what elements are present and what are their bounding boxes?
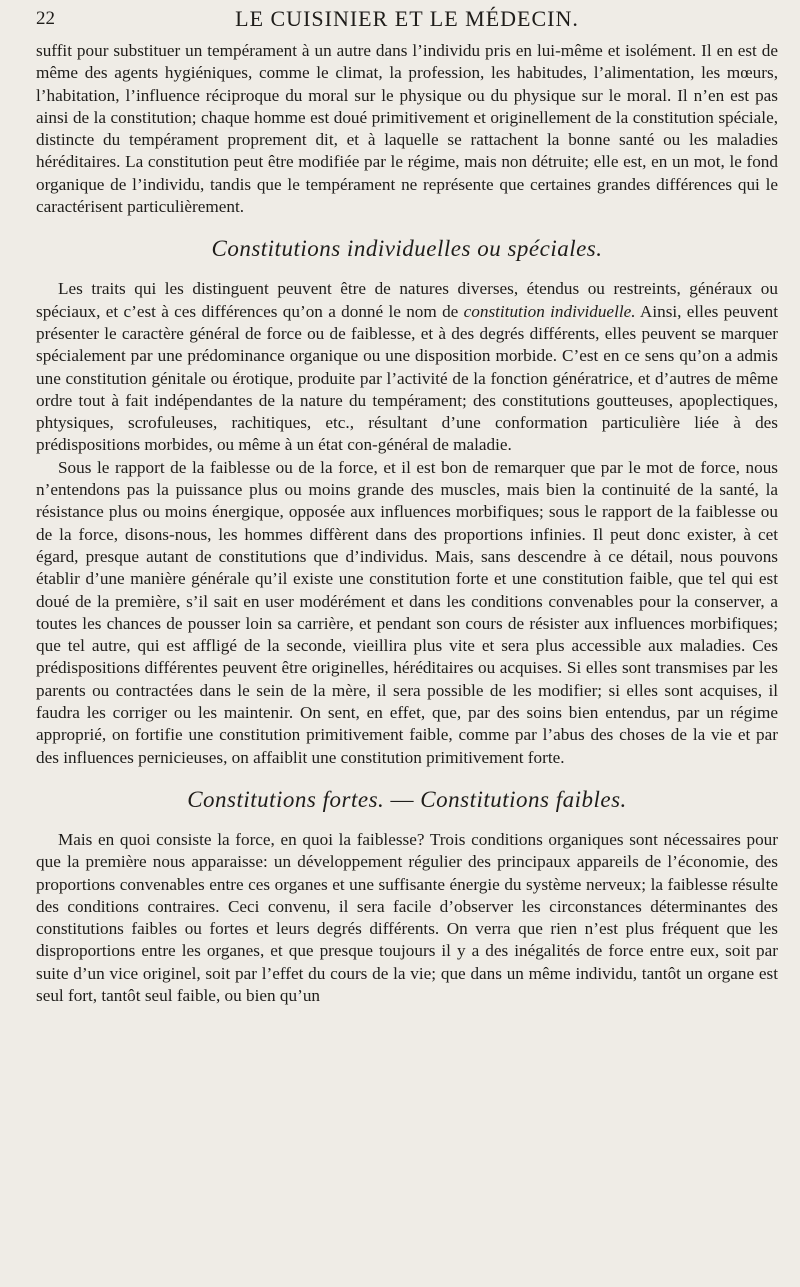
section-title-strong: Constitutions fortes. xyxy=(187,786,385,812)
running-head xyxy=(36,6,778,40)
title-separator: — xyxy=(384,786,421,812)
page-number: 22 xyxy=(36,8,55,29)
paragraph-conditions: Mais en quoi consiste la force, en quoi la faiblesse? Trois conditions organiques sont nécessaires pour que la première nous apparaisse: un développement régulier des principaux appareils de l’économie, des proportions convenables entre ces organes et une suffisante énergie du système nerveux; la faiblesse résulte des conditions contraires. Ceci convenu, il sera facile d’observer les circonstances déterminantes des constitutions faibles ou fortes et leurs degrés différents. On verra que rien n’est plus fréquent que les disproportions entre les organes, et que presque toujours il y a des inégalités de force entre eux, soit par suite d’un vice originel, soit par l’effet du cours de la vie; que dans un même individu, tantôt un organe est seul fort, tantôt seul faible, ou bien qu’un xyxy=(36,829,778,1005)
paragraph-force-faiblesse: Sous le rapport de la faiblesse ou de la force, et il est bon de remarquer que par le mot de force, nous n’entendons pas la puissance plus ou moins grande des muscles, mais bien la continuité de la santé, la résistance plus ou moins énergique, opposée aux influences morbifiques; sous le rapport de la faiblesse ou de la force, disons-nous, les hommes diffèrent dans des proportions infinies. Il peut donc exister, à cet égard, presque autant de constitutions que d’individus. Mais, sans descendre à ce détail, nous pouvons établir d’une manière générale qu’il existe une constitution forte et une constitution faible, que tel qui est doué de la première, s’il sait en user modérément et dans les conditions convenables pour la conserver, a toutes les chances de pousser loin sa carrière, et pendant son cours de résister aux influences morbifiques; que tel autre, qui est affligé de la seconde, vieillira plus vite et sera plus accessible aux maladies. Ces prédispositions différentes peuvent être originelles, héréditaires ou acquises. Si elles sont transmises par les parents ou contractées dans le sein de la mère, il sera possible de les modifier; si elles sont acquises, il faudra les corriger ou les maintenir. On sent, en effet, que, par des soins bien entendus, par un régime approprié, on fortifie une constitution primitivement faible, comme par l’abus des choses de la vie et par des influences pernicieuses, on affaiblit une constitution primitivement forte. xyxy=(36,457,778,767)
running-title: LE CUISINIER ET LE MÉDECIN. xyxy=(235,6,579,31)
italic-term: constitution individuelle. xyxy=(463,301,636,321)
paragraph-continuation: suffit pour substituer un tempérament à un autre dans l’individu pris en lui-même et isolément. Il en est de même des agents hygiéniques, comme le climat, la profession, les habitudes, l’alimentation, les mœurs, l’habitation, l’influence réciproque du moral sur le physique ou du physique sur le moral. Il n’en est pas ainsi de la constitution; chaque homme est doué primitivement et originellement de la constitution spéciale, distincte du tempérament proprement dit, et à laquelle se rattachent la bonne santé ou les maladies héréditaires. La constitution peut être modifiée par le régime, mais non détruite; elle est, en un mot, le fond organique de l’individu, tandis que le tempérament ne représente que certaines grandes différences qui le caractérisent particulièrement. xyxy=(36,41,778,217)
paragraph-individual-constitutions xyxy=(36,278,778,456)
section-title-weak: Constitutions faibles. xyxy=(420,786,627,812)
paragraph-text: Ainsi, elles peuvent présenter le caractère général de force ou de faiblesse, et à des degrés différents, elles peuvent se marquer spécialement par une prédominance organique ou une disposition morbide. C’est en ce sens qu’on a admis une constitution génitale ou érotique, produite par l’activité de la fonction génératrice, et d’autres de même ordre tout à fait indépendantes de la nature du tempérament; des constitutions goutteuses, apoplectiques, phtysiques, scrofuleuses, rachitiques, etc., résultant d’une conformation particulière liée à des prédispositions morbides, ou même à un état con-général de maladie. xyxy=(36,301,778,455)
section-title-strong-weak-constitutions xyxy=(36,787,778,813)
paragraph-text: Les traits qui les distinguent peuvent être de natures diverses, étendus ou restreints, généraux ou spéciaux, et c’est à ces différences qu’on a donné le nom de xyxy=(36,279,778,321)
section-title-individual-constitutions: Constitutions individuelles ou spéciales. xyxy=(211,236,603,262)
